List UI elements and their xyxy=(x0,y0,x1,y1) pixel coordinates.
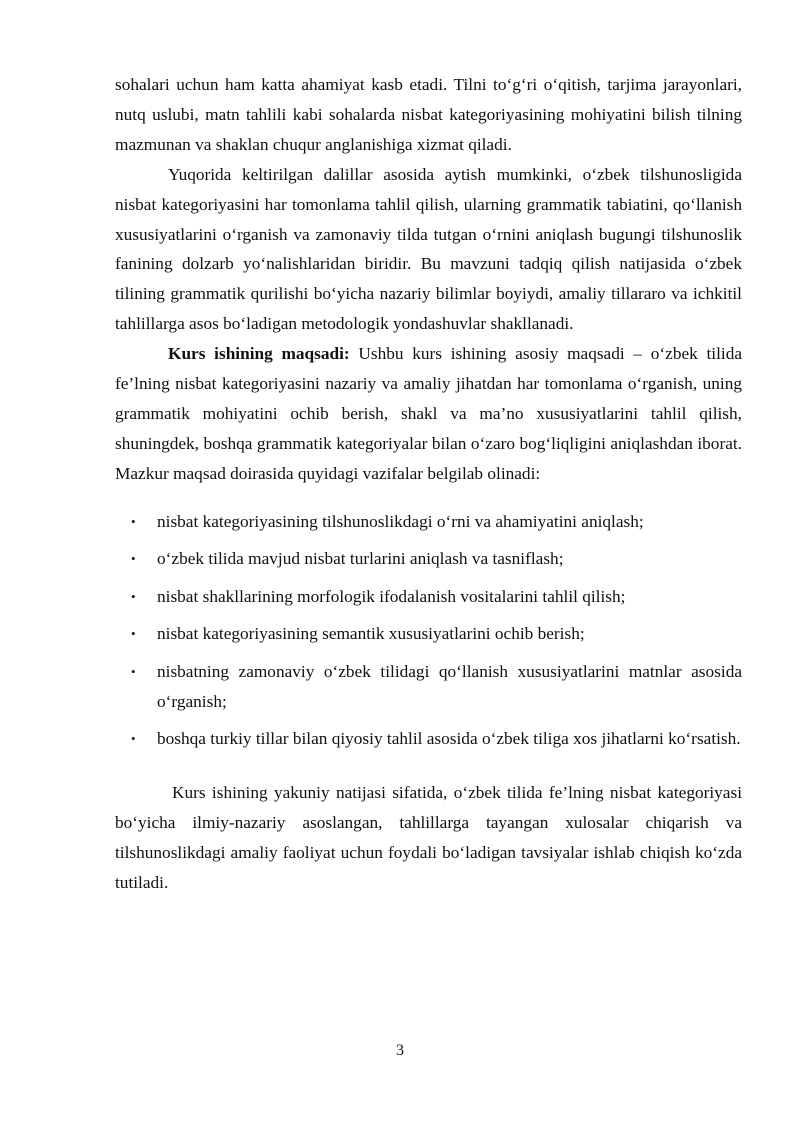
page-number: 3 xyxy=(396,1042,404,1059)
list-item-text: nisbat kategoriyasining semantik xususiyatlarini ochib berish; xyxy=(157,624,585,644)
task-list xyxy=(115,507,742,754)
bullet-icon: • xyxy=(131,513,136,529)
goal-heading: Kurs ishining maqsadi: xyxy=(168,344,350,364)
paragraph-goal xyxy=(115,339,742,489)
paragraph-conclusion: Kurs ishining yakuniy natijasi sifatida, o‘zbek tilida fe’lning nisbat kategoriyasi bo‘yicha ilmiy-nazariy asoslangan, tahlillarga tayangan xulosalar chiqarish va tilshunoslikdagi amaliy faoliyat uchun foydali bo‘ladigan tavsiyalar ishlab chiqish ko‘zda tutiladi. xyxy=(115,783,742,892)
goal-text: Ushbu kurs ishining asosiy maqsadi – o‘zbek tilida fe’lning nisbat kategoriyasini nazariy va amaliy jihatdan har tomonlama o‘rganish, uning grammatik mohiyatini ochib berish, shakl va ma’no xususiyatlarini tahlil qilish, shuningdek, boshqa grammatik kategoriyalar bilan o‘zaro bog‘liqligini aniqlashdan iborat. Mazkur maqsad doirasida quyidagi vazifalar belgilab olinadi: xyxy=(115,344,743,483)
list-item-text: o‘zbek tilida mavjud nisbat turlarini aniqlash va tasniflash; xyxy=(157,549,564,569)
list-item-text: nisbatning zamonaviy o‘zbek tilidagi qo‘llanish xususiyatlarini matnlar asosida o‘rganish; xyxy=(157,661,742,711)
bullet-icon: • xyxy=(131,663,136,679)
bullet-icon: • xyxy=(131,588,136,604)
list-item xyxy=(115,724,742,754)
list-item xyxy=(115,544,742,574)
list-item xyxy=(115,619,742,649)
bullet-icon: • xyxy=(131,551,136,567)
paragraph-relevance: Yuqorida keltirilgan dalillar asosida aytish mumkinki, o‘zbek tilshunosligida nisbat kategoriyasini har tomonlama tahlil qilish, ularning grammatik tabiatini, qo‘llanish xususiyatlarini o‘rganish va zamonaviy tilda tutgan o‘rnini aniqlash bugungi tilshunoslik fanining dolzarb yo‘nalishlaridan biridir. Bu mavzuni tadqiq qilish natijasida o‘zbek tilining grammatik qurilishi bo‘yicha nazariy bilimlar boyiydi, amaliy tillararo va ichkitil tahlillarga asos bo‘ladigan metodologik yondashuvlar shakllanadi. xyxy=(115,164,742,334)
list-item-text: nisbat kategoriyasining tilshunoslikdagi o‘rni va ahamiyatini aniqlash; xyxy=(157,511,644,531)
document-page xyxy=(115,70,742,898)
list-item-text: boshqa turkiy tillar bilan qiyosiy tahlil asosida o‘zbek tiliga xos jihatlarni ko‘rsatish. xyxy=(157,729,741,749)
bullet-icon: • xyxy=(131,626,136,642)
paragraph-intro: sohalari uchun ham katta ahamiyat kasb etadi. Tilni to‘g‘ri o‘qitish, tarjima jarayonlari, nutq uslubi, matn tahlili kabi sohalarda nisbat kategoriyasining mohiyatini bilish tilning mazmunan va shaklan chuqur anglanishiga xizmat qiladi. xyxy=(115,75,742,154)
list-item xyxy=(115,657,742,717)
bullet-icon: • xyxy=(131,731,136,747)
list-item-text: nisbat shakllarining morfologik ifodalanish vositalarini tahlil qilish; xyxy=(157,586,626,606)
list-item xyxy=(115,582,742,612)
list-item xyxy=(115,507,742,537)
